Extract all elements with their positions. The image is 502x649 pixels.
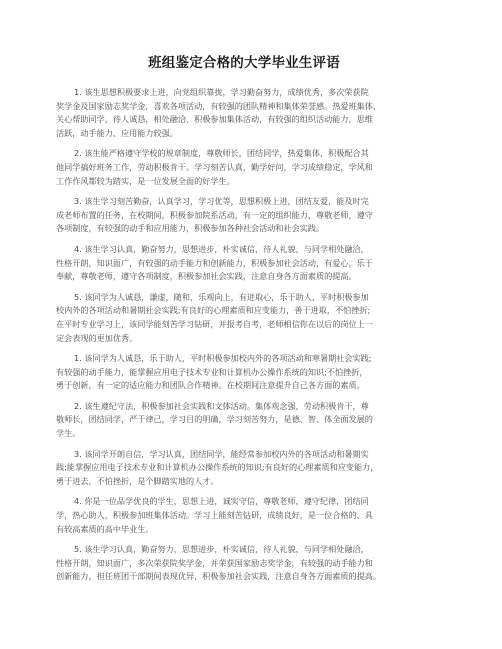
paragraph-line: 5. 该生学习认真，勤奋努力，思想进步，朴实诚信，待人礼貌，与同学相处融洽， — [74, 544, 369, 555]
paragraph-line: 工作作风都较为踏实，是一位发展全面的好学生。 — [56, 175, 235, 186]
paragraph-line: 勇于创新，有一定的适应能力和团队合作精神。在校期间注意提升自己各方面的素质。 — [56, 380, 365, 391]
evaluation-paragraph — [56, 400, 432, 441]
paragraph-line: 性格开朗，知识面广，有较强的动手能力和创新能力，积极参加社会活动，有爱心，乐于 — [56, 257, 373, 268]
paragraph-line: 各项制度，有较强的动手和应用能力，积极参加各种社会活动和社会实践。 — [56, 223, 325, 234]
paragraph-line: 敬师长，团结同学，严于律己，学习目的明确，学习刻苦努力，是德、智、体全面发展的 — [56, 414, 373, 425]
paragraph-line: 1. 该同学为人诚恳，乐于助人，平时积极参加校内外的各项活动和寒暑期社会实践; — [74, 353, 372, 364]
evaluation-paragraph — [56, 352, 432, 393]
paragraph-line: 有较高素质的高中毕业生。 — [56, 523, 154, 534]
evaluation-paragraph — [56, 448, 432, 489]
paragraph-line: 5. 该同学为人诚恳，谦虚，随和，乐观向上，有进取心，乐于助人，平时积极参加 — [74, 291, 369, 302]
paragraph-line: 定会表现的更加优秀。 — [56, 332, 138, 343]
document-title: 班组鉴定合格的大学毕业生评语 — [148, 55, 340, 71]
evaluation-paragraph — [56, 86, 432, 140]
evaluation-paragraph — [56, 147, 432, 188]
paragraph-line: 他同学搞好班务工作，劳动积极肯干。学习刻苦认真，勤学好问，学习成绩稳定，学风和 — [56, 161, 373, 172]
evaluation-paragraph — [56, 195, 432, 236]
paragraph-line: 成老师布置的任务，在校期间，积极参加院系活动，有一定的组织能力，尊敬老师，遵守 — [56, 209, 373, 220]
paragraph-line: 有较强的动手能力，能掌握应用电子技术专业和计算机办公操作系统的知识;不怕挫折， — [56, 366, 368, 377]
evaluation-paragraph — [56, 291, 432, 345]
paragraph-line: 2. 该生遵纪守法，积极参加社会实践和文体活动。集体观念强，劳动积极肯干，尊 — [74, 400, 369, 411]
paragraph-line: 性格开朗，知识面广，多次荣获院奖学金，并荣获国家励志奖学金，有较强的动手能力和 — [56, 557, 373, 568]
paragraph-line: 2. 该生能严格遵守学校的规章制度，尊敬师长，团结同学，热爱集体，积极配合其 — [74, 148, 369, 159]
paragraph-line: 1. 该生思想积极要求上进，向党组织靠拢，学习勤奋努力，成绩优秀，多次荣获院 — [74, 87, 369, 97]
paragraph-line: 勇于进去，不怕挫折，是个脚踏实地的人才。 — [56, 475, 219, 486]
paragraph-line: 活跃，动手能力、应用能力较强。 — [56, 127, 178, 138]
evaluation-paragraph — [56, 495, 432, 536]
paragraph-line: 践;能掌握应用电子技术专业和计算机办公操作系统的知识;有良好的心理素质和应变能力， — [56, 462, 379, 473]
document-body — [56, 86, 432, 584]
paragraph-line: 4. 你是一位品学优良的学生，思想上进，诚实守信，尊敬老师，遵守纪律，团结同 — [74, 496, 369, 507]
paragraph-line: 关心帮助同学，待人诚恳，相处融洽，积极参加集体活动，有较强的组织活动能力，思维 — [56, 114, 373, 125]
paragraph-line: 奖学金及国家励志奖学金，喜欢各项活动，有较强的团队精神和集体荣誉感。热爱班集体， — [56, 100, 382, 111]
paragraph-line: 奉献，尊敬老师，遵守各项制度，积极参加社会实践，注意自身各方面素质的提高。 — [56, 271, 357, 282]
paragraph-line: 学生。 — [56, 428, 81, 439]
paragraph-line: 3. 该生学习刻苦勤奋，认真学习，学习优等，思想积极上进，团结友爱，能及时完 — [74, 196, 369, 207]
paragraph-line: 创新能力，担任班团干部期间表现优异，积极参加社会实践，注意自身各方面素质的提高。 — [56, 571, 382, 582]
evaluation-paragraph — [56, 543, 432, 584]
paragraph-line: 4. 该生学习认真，勤奋努力，思想进步，朴实诚信，待人礼貌，与同学相处融洽， — [74, 243, 369, 254]
paragraph-line: 校内外的各项活动和暑期社会实践;有良好的心理素质和应变能力，善于进取，不怕挫折; — [56, 305, 371, 316]
paragraph-line: 学，热心助人，积极参加班集体活动。学习上能刻苦钻研，成绩良好，是一位合格的、具 — [56, 510, 373, 521]
paragraph-line: 3. 该同学开朗自信，学习认真，团结同学，能经常参加校内外的各项活动和暑期实 — [74, 448, 369, 459]
evaluation-paragraph — [56, 243, 432, 284]
paragraph-line: 在平时专业学习上，该同学能刻苦学习钻研，并报考自考，老师相信你在以后的岗位上一 — [56, 318, 373, 329]
